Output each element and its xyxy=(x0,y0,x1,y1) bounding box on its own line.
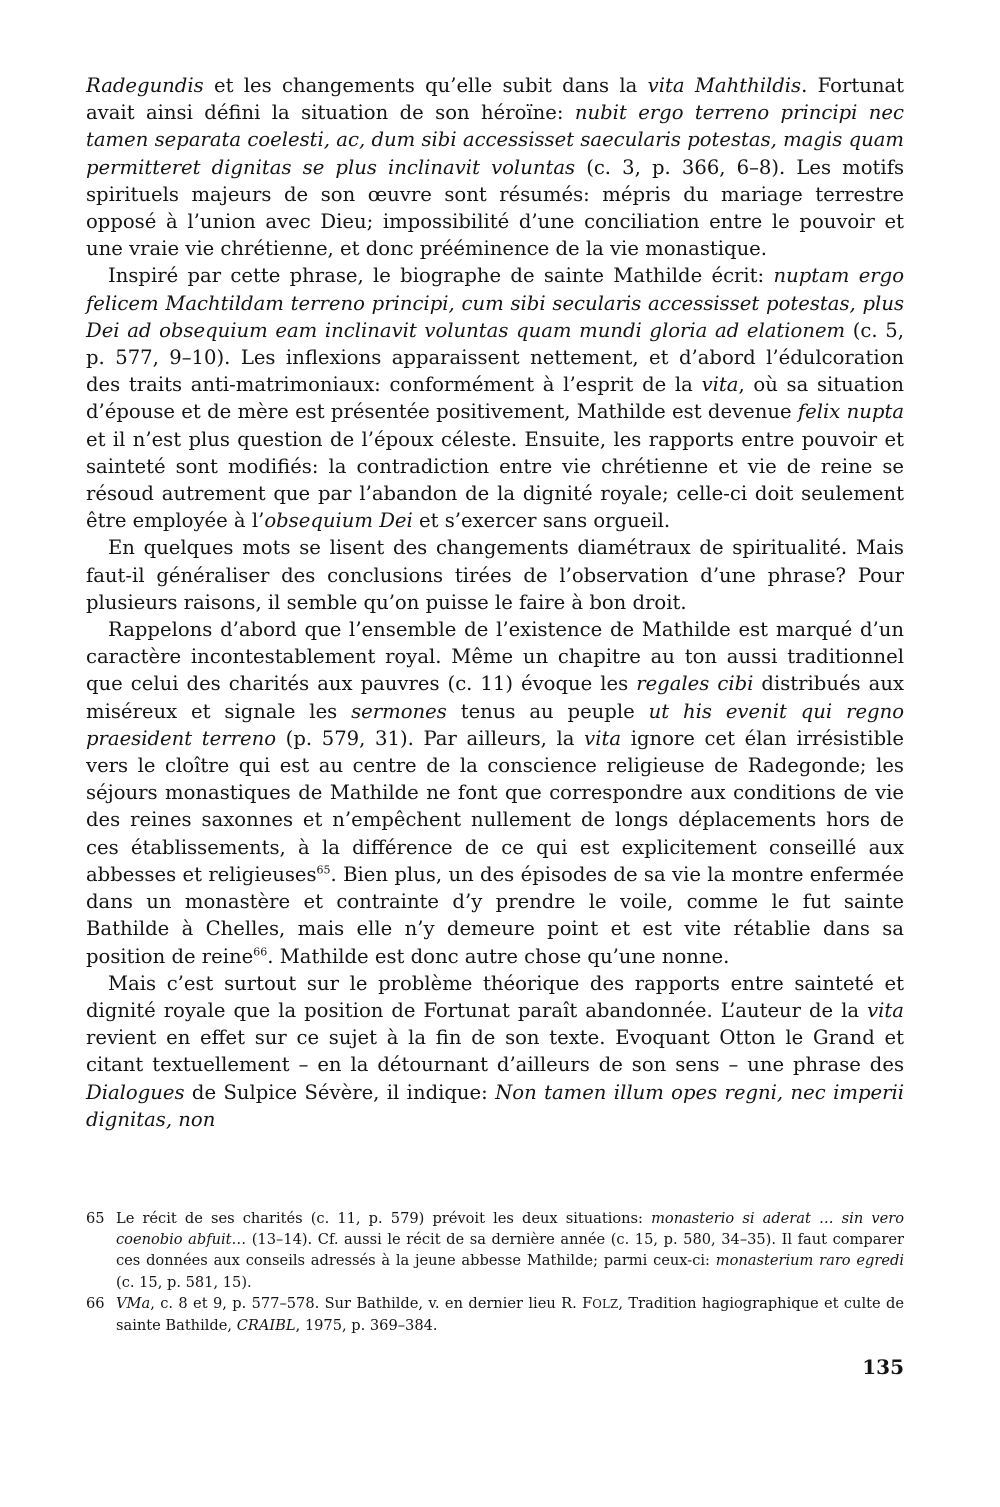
italic-span: sermones xyxy=(351,699,447,723)
text-span: et il n’est plus question de l’époux céleste. Ensuite, les rapports entre pouvoir et sainteté sont modifiés: la contradiction entre vie chrétienne et vie de reine se résoud autrement que par l’abandon de la dignité royale; celle-ci doit seulement être employée à l’ xyxy=(86,427,904,533)
smallcaps-span: OLZ xyxy=(592,1296,619,1311)
text-span: (c. 3, p. 366, 6–8). Les motifs spirituels majeurs de son œuvre sont résumés: mépris du mariage terrestre opposé à l’union avec Dieu; impossibilité d’une conciliation entre le pouvoir et une vraie vie chrétienne, et donc prééminence de la vie monastique. xyxy=(86,155,905,261)
text-span: , 1975, p. 369–384. xyxy=(295,1317,438,1335)
italic-span: monasterio si aderat … sin vero coenobio abfuit xyxy=(116,1210,904,1249)
italic-span: ut his evenit qui regno praesident terreno xyxy=(86,699,904,750)
footnote xyxy=(86,1208,904,1293)
text-span: tenus au peuple xyxy=(446,699,649,723)
paragraph xyxy=(86,72,904,262)
text-span: revient en effet sur ce sujet à la fin de son texte. Evoquant Otton le Grand et citant textuellement – en la détournant d’ailleurs de son sens – une phrase des xyxy=(86,1026,904,1077)
text-span: et s’exercer sans orgueil. xyxy=(412,509,671,533)
italic-span: nubit ergo terreno principi nec tamen separata coelesti, ac, dum sibi accessisset saecularis potestas, magis quam permitteret dignitas se plus inclinavit voluntas xyxy=(86,101,904,179)
text-span: (p. 579, 31). Par ailleurs, la xyxy=(276,726,585,750)
body-text xyxy=(86,72,904,1133)
italic-span: Radegundis xyxy=(86,74,204,97)
paragraph xyxy=(86,534,904,616)
text-span: … (13–14). Cf. aussi le récit de sa dernière année (c. 15, p. 580, 34–35). Il faut comparer ces données aux conseils adressés à la jeune abbesse Mathilde; parmi ceux-ci: xyxy=(116,1231,905,1270)
text-span: En quelques mots se lisent des changements diamétraux de spiritualité. Mais faut-il généraliser des conclusions tirées de l’observation d’une phrase? Pour plusieurs raisons, il semble qu’on puisse le faire à bon droit. xyxy=(86,536,904,614)
text-span: de Sulpice Sévère, il indique: xyxy=(184,1080,496,1104)
footnote-ref: 66 xyxy=(253,944,268,958)
footnote xyxy=(86,1293,904,1336)
italic-span: CRAIBL xyxy=(236,1317,296,1335)
text-span: et les changements qu’elle subit dans la xyxy=(203,74,648,97)
italic-span: nuptam ergo felicem Machtildam terreno principi, cum sibi secularis accessisset potestas, plus Dei ad obsequium eam inclinavit voluntas quam mundi gloria ad elationem xyxy=(86,264,904,342)
italic-span: felix nupta xyxy=(797,400,904,424)
italic-span: VMa xyxy=(116,1294,151,1312)
italic-span: vita xyxy=(701,373,739,397)
italic-span: regales cibi xyxy=(636,672,754,696)
paragraph xyxy=(86,262,904,534)
page-body xyxy=(86,72,904,1133)
text-span: , c. 8 et 9, p. 577–578. Sur Bathilde, v. en dernier lieu R. F xyxy=(150,1294,593,1312)
footnotes xyxy=(86,1208,904,1336)
italic-span: Dialogues xyxy=(86,1080,185,1104)
text-span: Mais c’est surtout sur le problème théorique des rapports entre sainteté et dignité royale que la position de Fortunat paraît abandonnée. L’auteur de la xyxy=(86,971,904,1022)
text-span: , où sa situation d’épouse et de mère est présentée positivement, Mathilde est devenue xyxy=(86,373,904,424)
italic-span: Non tamen illum opes regni, nec imperii dignitas, non xyxy=(86,1080,904,1131)
text-span: ignore cet élan irrésistible vers le cloître qui est au centre de la conscience religieuse de Radegonde; les séjours monastiques de Mathilde ne font que correspondre aux conditions de vie des reines saxonnes et n’empêchent nullement de longs déplacements hors de ces établissements, à la différence de ce qui est explicitement conseillé aux abbesses et religieuses xyxy=(86,726,904,886)
text-span: Rappelons d’abord que l’ensemble de l’existence de Mathilde est marqué d’un caractère incontestablement royal. Même un chapitre au ton aussi traditionnel que celui des charités aux pauvres (c. 11) évoque les xyxy=(86,618,904,696)
text-span: . Fortunat avait ainsi défini la situation de son héroïne: xyxy=(86,74,905,125)
footnote-ref: 65 xyxy=(316,863,331,877)
text-span: (c. 5, p. 577, 9–10). Les inflexions apparaissent nettement, et d’abord l’édulcoration des traits anti-matrimoniaux: conformément à l’esprit de la xyxy=(86,318,904,397)
text-span: . Mathilde est donc autre chose qu’une nonne. xyxy=(267,944,730,968)
italic-span: monasterium raro egredi xyxy=(715,1252,904,1270)
italic-span: vita xyxy=(867,998,904,1022)
italic-span: obsequium Dei xyxy=(264,509,413,533)
text-span: . Bien plus, un des épisodes de sa vie la montre enfermée dans un monastère et contrainte d’y prendre le voile, comme le fut sainte Bathilde à Chelles, mais elle n’y demeure point et est vite rétablie dans sa position de reine xyxy=(86,862,904,968)
footnote-number: 66 xyxy=(86,1294,105,1312)
text-span: Le récit de ses charités (c. 11, p. 579) prévoit les deux situations: xyxy=(116,1210,652,1227)
italic-span: vita xyxy=(584,726,622,750)
italic-span: vita Mahthildis xyxy=(647,74,802,97)
paragraph xyxy=(86,616,904,970)
paragraph xyxy=(86,970,904,1133)
text-span: (c. 15, p. 581, 15). xyxy=(116,1273,252,1291)
footnote-number: 65 xyxy=(86,1210,105,1227)
text-span: distribués aux miséreux et signale les xyxy=(86,672,904,723)
page-number: 135 xyxy=(862,1355,904,1379)
text-span: , Tradition hagiographique et culte de sainte Bathilde, xyxy=(116,1294,904,1335)
text-span: Inspiré par cette phrase, le biographe de sainte Mathilde écrit: xyxy=(108,264,774,288)
